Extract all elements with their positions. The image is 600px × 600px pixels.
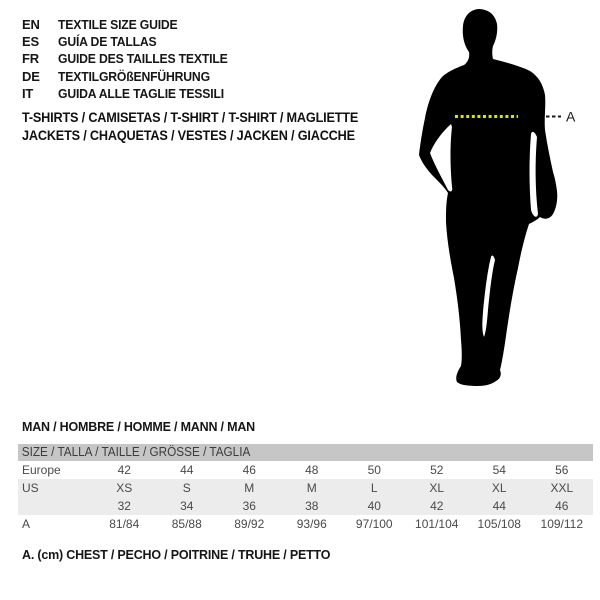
lang-code: IT xyxy=(22,85,34,101)
size-row-numeric xyxy=(18,497,593,515)
table-cell: M xyxy=(281,479,344,497)
lang-row-fr xyxy=(22,50,238,67)
category-jackets: JACKETS / CHAQUETAS / VESTES / JACKEN / GIACCHE xyxy=(22,128,355,143)
lang-code: ES xyxy=(22,34,39,50)
lang-row-de xyxy=(22,68,238,85)
lang-title: GUIDE DES TAILLES TEXTILE xyxy=(58,51,228,67)
lang-title: GUIDA ALLE TAGLIE TESSILI xyxy=(58,85,224,101)
lang-code: EN xyxy=(22,17,40,32)
size-table-header-row xyxy=(18,444,593,461)
table-cell: S xyxy=(156,479,219,497)
table-cell: 89/92 xyxy=(234,517,265,531)
table-cell: 42 xyxy=(117,463,131,477)
man-silhouette-figure xyxy=(390,0,600,400)
table-cell: 44 xyxy=(180,463,194,477)
lang-title: GUÍA DE TALLAS xyxy=(58,34,157,50)
table-cell: 40 xyxy=(343,497,406,515)
measure-label-a: A xyxy=(566,108,576,125)
table-cell: 105/108 xyxy=(477,517,521,531)
size-row-us xyxy=(18,479,593,497)
table-cell: 34 xyxy=(156,497,219,515)
man-silhouette xyxy=(419,9,557,386)
table-cell: 38 xyxy=(281,497,344,515)
lang-row-it xyxy=(22,85,238,102)
table-cell: 50 xyxy=(367,463,381,477)
table-cell: 101/104 xyxy=(415,517,459,531)
table-cell: 97/100 xyxy=(355,517,393,531)
table-cell: 109/112 xyxy=(540,517,584,531)
size-row-chest-a xyxy=(18,515,593,533)
table-cell: 93/96 xyxy=(296,517,327,531)
row-label: A xyxy=(22,517,31,531)
size-table-header: SIZE / TALLA / TAILLE / GRÖSSE / TAGLIA xyxy=(21,445,251,459)
language-title-list xyxy=(22,16,238,102)
lang-title: TEXTILE SIZE GUIDE xyxy=(58,17,178,32)
table-cell: 52 xyxy=(430,463,444,477)
table-cell: XXL xyxy=(531,479,594,497)
category-tshirts: T-SHIRTS / CAMISETAS / T-SHIRT / T-SHIRT / MAGLIETTE xyxy=(22,110,359,125)
lang-code: DE xyxy=(22,68,40,84)
table-cell: 46 xyxy=(531,497,594,515)
lang-title: TEXTILGRÖßENFÜHRUNG xyxy=(58,68,210,84)
table-cell: M xyxy=(218,479,281,497)
table-cell: L xyxy=(343,479,406,497)
table-cell: 42 xyxy=(406,497,469,515)
table-cell: 46 xyxy=(242,463,256,477)
row-label: Europe xyxy=(22,463,61,477)
table-cell: 85/88 xyxy=(171,517,202,531)
table-section-title: MAN / HOMBRE / HOMME / MANN / MAN xyxy=(22,420,255,434)
measurement-footnote: A. (cm) CHEST / PECHO / POITRINE / TRUHE / PETTO xyxy=(22,548,331,562)
table-cell: XL xyxy=(406,479,469,497)
table-cell: 32 xyxy=(93,497,156,515)
row-label xyxy=(18,497,93,515)
lang-row-en xyxy=(22,16,238,33)
size-row-europe xyxy=(18,461,593,479)
table-cell: XS xyxy=(93,479,156,497)
row-label: US xyxy=(18,479,93,497)
size-table xyxy=(18,444,593,533)
lang-row-es xyxy=(22,33,238,50)
lang-code: FR xyxy=(22,51,39,67)
table-cell: 81/84 xyxy=(109,517,140,531)
garment-categories xyxy=(22,109,380,145)
table-cell: 44 xyxy=(468,497,531,515)
table-cell: 48 xyxy=(305,463,319,477)
table-cell: XL xyxy=(468,479,531,497)
table-cell: 56 xyxy=(555,463,569,477)
table-cell: 54 xyxy=(492,463,506,477)
table-cell: 36 xyxy=(218,497,281,515)
